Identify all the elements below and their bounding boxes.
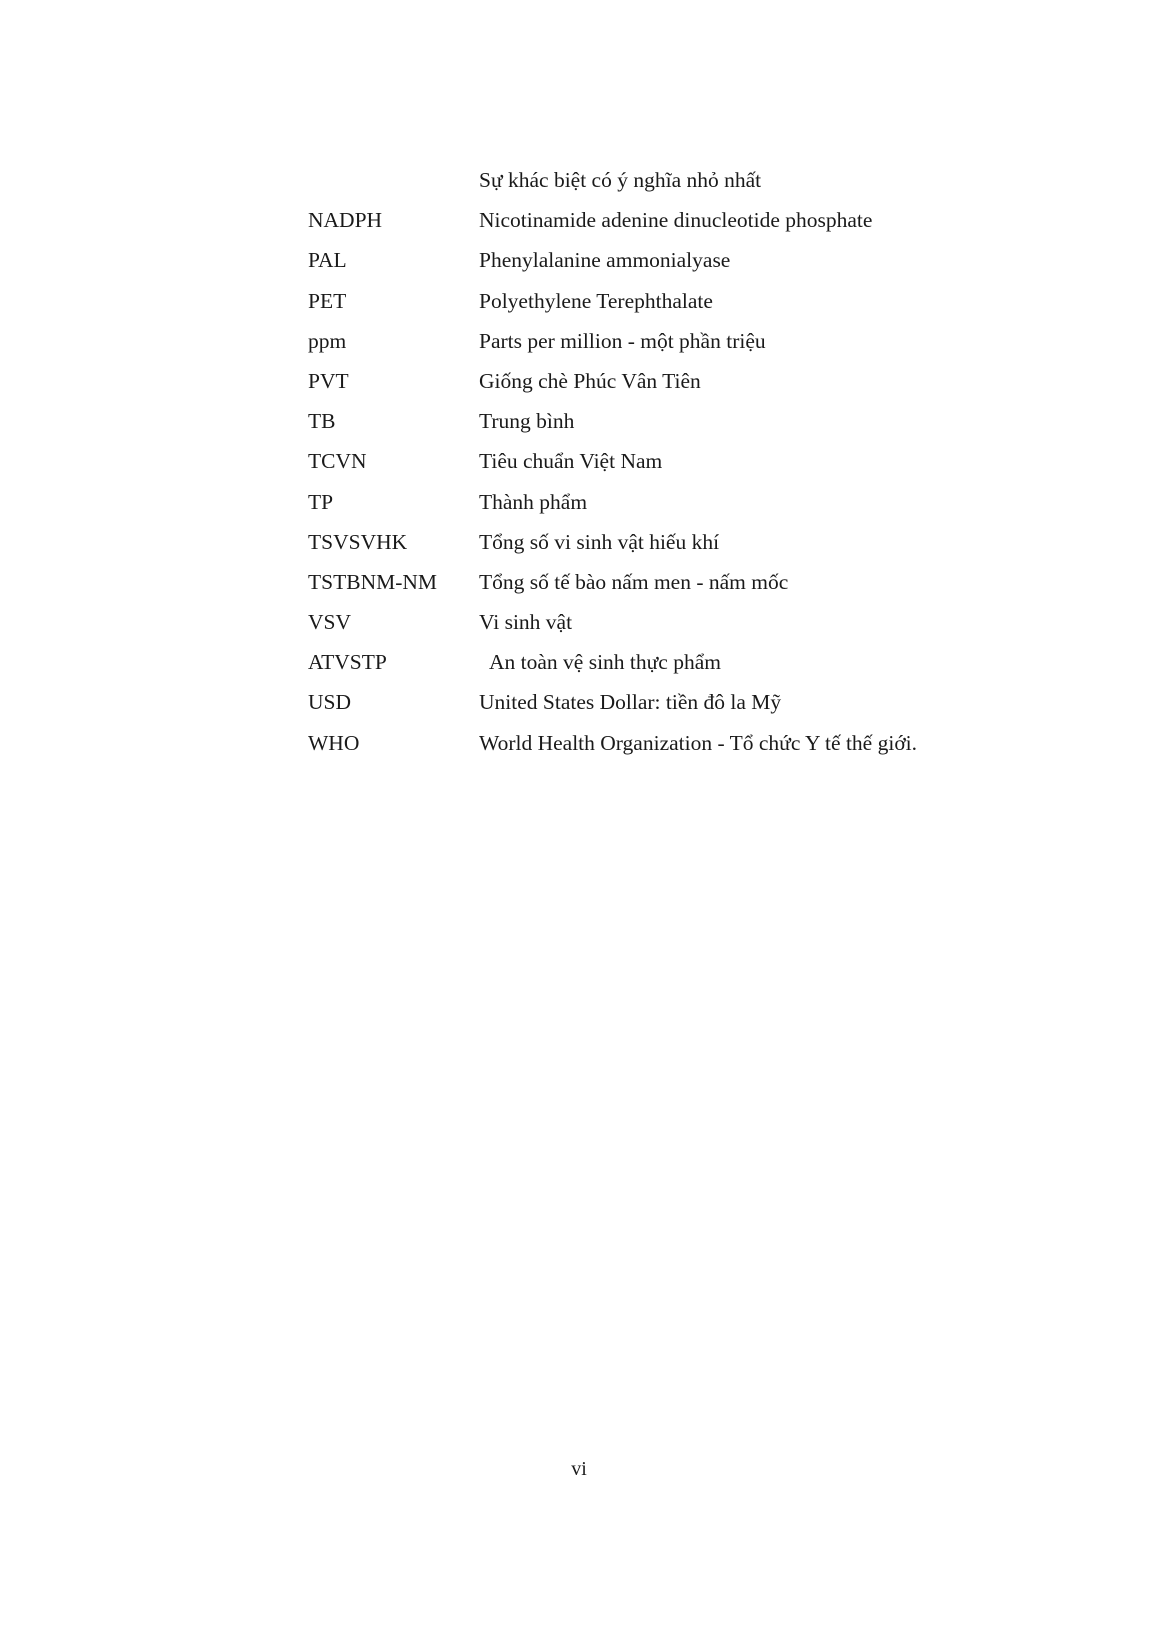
abbreviation-definition: Sự khác biệt có ý nghĩa nhỏ nhất	[479, 168, 762, 192]
abbreviation-definition: Polyethylene Terephthalate	[479, 288, 713, 313]
abbreviation-row	[308, 160, 1028, 200]
abbreviation-term: TSVSVHK	[308, 529, 408, 554]
abbreviation-row	[308, 642, 1028, 682]
abbreviation-row	[308, 522, 1028, 562]
abbreviation-term: PAL	[308, 248, 347, 273]
abbreviation-row	[308, 200, 1028, 240]
abbreviation-row	[308, 281, 1028, 321]
abbreviation-term: PVT	[308, 368, 349, 393]
abbreviation-row	[308, 562, 1028, 602]
abbreviation-term: ATVSTP	[308, 650, 387, 675]
abbreviation-term: USD	[308, 690, 352, 715]
abbreviation-row	[308, 682, 1028, 722]
abbreviation-definition: Tổng số vi sinh vật hiếu khí	[479, 529, 720, 554]
abbreviation-definition: Tiêu chuẩn Việt Nam	[479, 449, 663, 474]
abbreviation-definition: Phenylalanine ammonialyase	[479, 248, 731, 273]
abbreviation-list	[308, 160, 1028, 763]
abbreviation-term: TB	[308, 409, 336, 434]
abbreviation-definition: Trung bình	[479, 409, 575, 434]
abbreviation-row	[308, 482, 1028, 522]
abbreviation-row	[308, 401, 1028, 441]
abbreviation-term: TCVN	[308, 449, 367, 474]
abbreviation-definition: Thành phẩm	[479, 489, 588, 514]
abbreviation-term: VSV	[308, 610, 352, 635]
abbreviation-definition: World Health Organization - Tổ chức Y tế thế giới.	[479, 730, 918, 755]
page-number: vi	[571, 1458, 587, 1480]
abbreviation-definition: Nicotinamide adenine dinucleotide phosphate	[479, 208, 873, 233]
abbreviation-row	[308, 441, 1028, 481]
abbreviation-row	[308, 602, 1028, 642]
abbreviation-row	[308, 240, 1028, 280]
abbreviation-definition: Parts per million - một phần triệu	[479, 328, 766, 353]
abbreviation-term: TSTBNM-NM	[308, 569, 438, 594]
abbreviation-term: TP	[308, 489, 334, 514]
abbreviation-term: PET	[308, 288, 347, 313]
abbreviation-definition: Tổng số tế bào nấm men - nấm mốc	[479, 569, 789, 594]
abbreviation-definition: Vi sinh vật	[479, 610, 573, 635]
abbreviation-definition: United States Dollar: tiền đô la Mỹ	[479, 690, 782, 715]
abbreviation-definition: An toàn vệ sinh thực phẩm	[489, 650, 721, 675]
abbreviation-row	[308, 361, 1028, 401]
abbreviation-term: NADPH	[308, 208, 383, 233]
abbreviation-definition: Giống chè Phúc Vân Tiên	[479, 368, 701, 393]
abbreviation-row	[308, 321, 1028, 361]
abbreviation-term: WHO	[308, 730, 360, 755]
abbreviation-term: ppm	[308, 328, 347, 353]
abbreviation-row	[308, 723, 1028, 763]
